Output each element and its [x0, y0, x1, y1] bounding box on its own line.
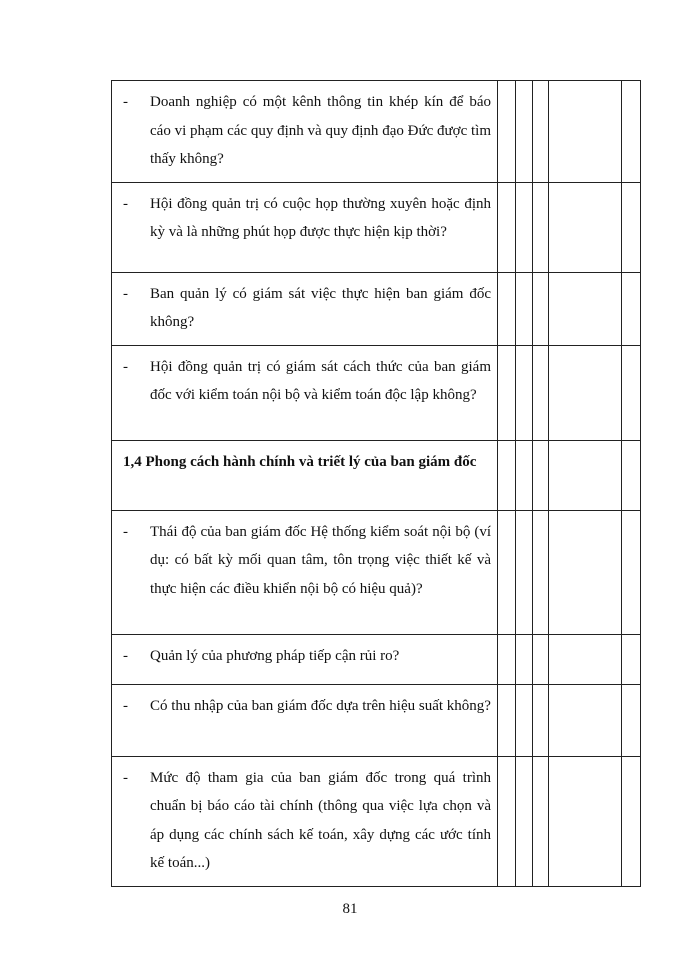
answer-cell[interactable] — [622, 510, 641, 634]
bullet-dash: - — [123, 358, 128, 375]
notes-cell[interactable] — [549, 272, 622, 345]
bullet-dash: - — [123, 285, 128, 302]
answer-cell[interactable] — [516, 684, 533, 756]
notes-cell — [549, 440, 622, 510]
question-text: Thái độ của ban giám đốc Hệ thống kiểm soát nội bộ (ví dụ: có bất kỳ mối quan tâm, tôn trọng việc thiết kế và thực hiện các điều khiển nội bộ có hiệu quả)? — [150, 523, 491, 597]
table-row — [112, 272, 641, 345]
notes-cell[interactable] — [549, 345, 622, 440]
question-text: Hội đồng quản trị có giám sát cách thức của ban giám đốc với kiểm toán nội bộ và kiểm toán độc lập không? — [150, 358, 491, 403]
bullet-dash: - — [123, 94, 128, 110]
section-heading-cell — [112, 440, 498, 510]
answer-cell[interactable] — [498, 684, 516, 756]
question-cell — [112, 272, 498, 345]
answer-cell[interactable] — [622, 684, 641, 756]
question-text: Mức độ tham gia của ban giám đốc trong quá trình chuẩn bị báo cáo tài chính (thông qua việc lựa chọn và áp dụng các chính sách kế toán, xây dựng các ước tính kế toán...) — [150, 769, 491, 871]
answer-cell[interactable] — [498, 81, 516, 183]
table-row — [112, 345, 641, 440]
answer-cell — [498, 440, 516, 510]
table-row — [112, 510, 641, 634]
answer-cell[interactable] — [516, 81, 533, 183]
table-row — [112, 634, 641, 684]
question-text: Có thu nhập của ban giám đốc dựa trên hiệu suất không? — [150, 697, 491, 714]
page-number: 81 — [342, 901, 358, 917]
bullet-dash: - — [123, 697, 128, 714]
notes-cell[interactable] — [549, 684, 622, 756]
answer-cell[interactable] — [622, 272, 641, 345]
answer-cell[interactable] — [498, 634, 516, 684]
answer-cell[interactable] — [533, 345, 549, 440]
question-cell — [112, 634, 498, 684]
section-heading: 1,4 Phong cách hành chính và triết lý của ban giám đốc — [123, 453, 477, 470]
question-cell — [112, 182, 498, 272]
bullet-dash: - — [123, 647, 128, 664]
checklist-table — [111, 80, 641, 887]
table-row — [112, 81, 641, 183]
section-heading-row — [112, 440, 641, 510]
table-row — [112, 684, 641, 756]
question-text: Ban quản lý có giám sát việc thực hiện ban giám đốc không? — [150, 285, 491, 330]
bullet-dash: - — [123, 523, 128, 540]
notes-cell[interactable] — [549, 634, 622, 684]
notes-cell[interactable] — [549, 510, 622, 634]
answer-cell[interactable] — [498, 510, 516, 634]
answer-cell[interactable] — [622, 345, 641, 440]
question-text: Quản lý của phương pháp tiếp cận rủi ro? — [150, 647, 400, 664]
answer-cell[interactable] — [498, 182, 516, 272]
answer-cell[interactable] — [533, 756, 549, 886]
notes-cell[interactable] — [549, 182, 622, 272]
question-cell — [112, 756, 498, 886]
answer-cell[interactable] — [498, 272, 516, 345]
question-text: Hội đồng quản trị có cuộc họp thường xuyên hoặc định kỳ và là những phút họp được thực hiện kịp thời? — [150, 195, 491, 240]
answer-cell[interactable] — [516, 634, 533, 684]
answer-cell[interactable] — [516, 510, 533, 634]
answer-cell[interactable] — [498, 756, 516, 886]
answer-cell[interactable] — [516, 345, 533, 440]
answer-cell — [622, 440, 641, 510]
answer-cell[interactable] — [622, 81, 641, 183]
answer-cell[interactable] — [533, 182, 549, 272]
question-cell — [112, 684, 498, 756]
question-text: Doanh nghiệp có một kênh thông tin khép kín để báo cáo vi phạm các quy định và quy định đạo Đức được tìm thấy không? — [150, 94, 491, 167]
bullet-dash: - — [123, 195, 128, 212]
bullet-dash: - — [123, 769, 128, 786]
question-cell — [112, 510, 498, 634]
notes-cell[interactable] — [549, 81, 622, 183]
answer-cell[interactable] — [516, 182, 533, 272]
table-row — [112, 182, 641, 272]
answer-cell[interactable] — [533, 510, 549, 634]
question-cell — [112, 81, 498, 183]
answer-cell[interactable] — [622, 634, 641, 684]
answer-cell[interactable] — [516, 272, 533, 345]
answer-cell[interactable] — [498, 345, 516, 440]
answer-cell[interactable] — [533, 272, 549, 345]
answer-cell — [516, 440, 533, 510]
answer-cell[interactable] — [533, 684, 549, 756]
answer-cell[interactable] — [622, 182, 641, 272]
answer-cell[interactable] — [533, 81, 549, 183]
table-row — [112, 756, 641, 886]
answer-cell — [533, 440, 549, 510]
answer-cell[interactable] — [533, 634, 549, 684]
question-cell — [112, 345, 498, 440]
notes-cell[interactable] — [549, 756, 622, 886]
answer-cell[interactable] — [622, 756, 641, 886]
answer-cell[interactable] — [516, 756, 533, 886]
